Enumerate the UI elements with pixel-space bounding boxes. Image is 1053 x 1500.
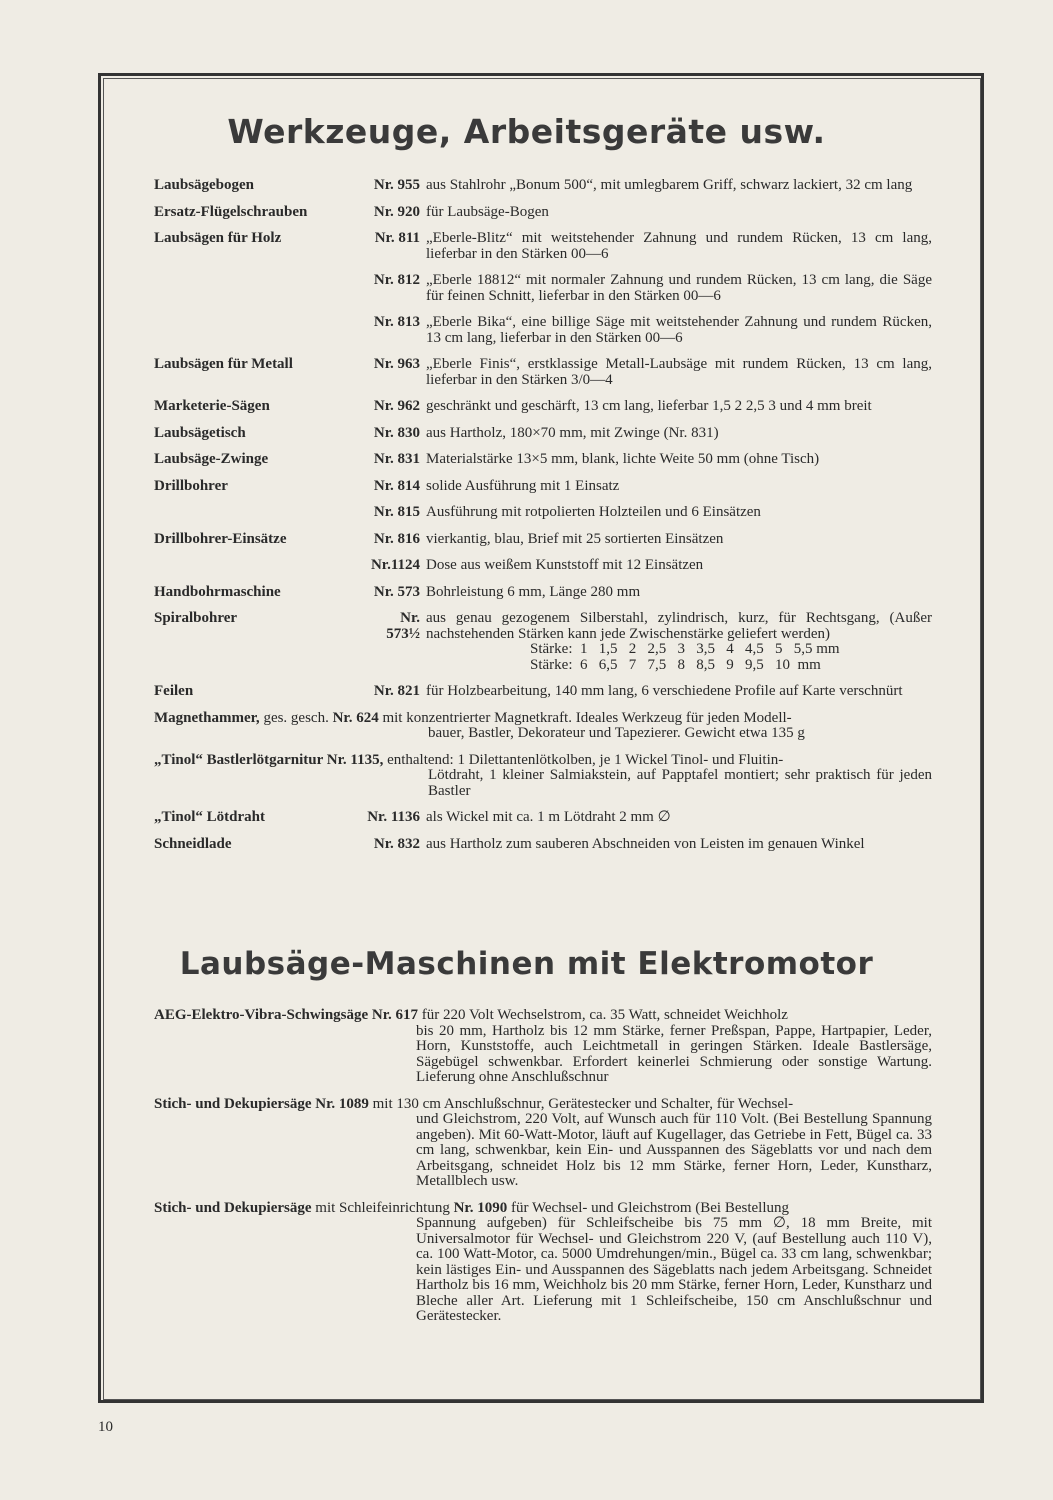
list-item: Drillbohrer-Einsätze Nr. 816 vierkantig, blau, Brief mit 25 sortierten Einsätzen: [154, 530, 724, 547]
list-item: Ersatz-Flügelschrauben Nr. 920 für Laubsäge-Bogen: [154, 203, 549, 220]
machines-list: [154, 1008, 932, 1336]
page-number: 10: [98, 1419, 113, 1435]
list-item: AEG-Elektro-Vibra-Schwingsäge Nr. 617 für 220 Volt Wechselstrom, ca. 35 Watt, schneidet Weichholz bis 20 mm, Hartholz bis 12 mm Stärke, ferner Preßspan, Pappe, Hartpapier, Leder, Horn, Kunststoffe, auch Leichtmetall in geringen Stärken. Ideale Bastlersäge, Sägebügel schwenkbar. Erfordert keinerlei Schmierung oder sonstige Wartung. Lieferung ohne Anschlußschnur: [154, 1007, 932, 1085]
list-item: Schneidlade Nr. 832 aus Hartholz zum sauberen Abschneiden von Leisten im genauen Winkel: [154, 835, 865, 852]
list-item: Laubsägetisch Nr. 830 aus Hartholz, 180×70 mm, mit Zwinge (Nr. 831): [154, 424, 719, 441]
list-item: Handbohrmaschine Nr. 573 Bohrleistung 6 mm, Länge 280 mm: [154, 583, 641, 600]
section-title-machines: Laubsäge-Maschinen mit Elektromotor: [179, 946, 874, 982]
list-item: Feilen Nr. 821 für Holzbearbeitung, 140 mm lang, 6 verschiedene Profile auf Karte verschnürt: [154, 683, 903, 699]
list-item: Marketerie-Sägen Nr. 962 geschränkt und geschärft, 13 cm lang, lieferbar 1,5 2 2,5 3 und 4 mm breit: [154, 398, 872, 414]
section-title-tools: Werkzeuge, Arbeitsgeräte usw.: [227, 112, 826, 151]
list-item: Stich- und Dekupiersäge mit Schleifeinrichtung Nr. 1090 für Wechsel- und Gleichstrom (Bei Bestellung Spannung aufgeben) für Schleifscheibe bis 75 mm ∅, 18 mm Breite, mit Universalmotor für Wechsel- und Gleichstrom 220 V, (auf Bestellung auch 110 V), ca. 100 Watt-Motor, ca. 5000 Umdrehungen/min., Bügel ca. 33 cm lang, schwenkbar; kein lästiges Ein- und Ausspannen des Sägeblatts nach jedem Arbeitsgang. Schneidet Hartholz bis 16 mm, Weichholz bis 20 mm Stärke, ferner Horn, Leder, Kunstharz und Bleche aller Art. Lieferung mit 1 Schleifscheibe, 150 cm Anschlußschnur und Gerätestecker.: [154, 1199, 932, 1324]
list-item-magnethammer: Magnethammer, ges. gesch. Nr. 624 mit konzentrierter Magnetkraft. Ideales Werkzeug für jeden Modell- bauer, Bastler, Dekorateur und Tapezierer. Gewicht etwa 135 g: [154, 709, 805, 741]
list-item: Drillbohrer Nr. 814 solide Ausführung mit 1 Einsatz: [154, 477, 620, 494]
list-item: „Tinol“ Lötdraht Nr. 1136 als Wickel mit ca. 1 m Lötdraht 2 mm ∅: [154, 809, 671, 825]
list-item: Laubsäge-Zwinge Nr. 831 Materialstärke 13×5 mm, blank, lichte Weite 50 mm (ohne Tisch): [154, 451, 820, 467]
list-item: Stich- und Dekupiersäge Nr. 1089 mit 130 cm Anschlußschnur, Gerätestecker und Schalter, für Wechsel- und Gleichstrom, 220 Volt, auf Wunsch auch für 110 Volt. (Bei Bestellung Spannung angeben). Mit 60-Watt-Motor, läuft auf Kugellager, das Getriebe in Fett, Bügel ca. 33 cm lang, schwenkbar, kein Ein- und Ausspannen des Sägeblatts vor und nach dem Arbeitsgang, schneidet Holz bis 12 mm Stärke, ferner Horn, Leder, Kunstharz, Metallblech usw.: [154, 1095, 932, 1189]
list-item-tinol-garnitur: „Tinol“ Bastlerlötgarnitur Nr. 1135, enthaltend: 1 Dilettantenlötkolben, je 1 Wickel Tinol- und Fluitin- Lötdraht, 1 kleiner Salmiakstein, auf Papptafel montiert; sehr praktisch für jeden Bastler: [154, 751, 932, 799]
list-item: Nr. 812 „Eberle 18812“ mit normaler Zahnung und rundem Rücken, 13 cm lang, die Säge für feinen Schnitt, lieferbar in den Stärken 00—6: [373, 272, 932, 304]
list-item: Nr. 813 „Eberle Bika“, eine billige Säge mit weitstehender Zahnung und rundem Rücken, 13 cm lang, lieferbar in den Stärken 00—6: [373, 314, 932, 346]
list-item: Laubsägebogen Nr. 955 aus Stahlrohr „Bonum 500“, mit umlegbarem Griff, schwarz lackiert, 32 cm lang: [154, 177, 913, 193]
list-item: Laubsägen für Holz Nr. 811 „Eberle-Blitz“ mit weitstehender Zahnung und rundem Rücken, 13 cm lang, lieferbar in den Stärken 00—6: [154, 230, 932, 262]
staerke-line: Stärke: 1 1,5 2 2,5 3 3,5 4 4,5 5 5,5 mm: [530, 641, 840, 657]
tools-list: [154, 178, 932, 863]
list-item: Spiralbohrer Nr. 573½ aus genau gezogenem Silberstahl, zylindrisch, kurz, für Rechtsgang, (Außer nachstehenden Stärken kann jede Zwischenstärke geliefert werden) Stärke: 1 1,5 2 2,5 3 3,5 4 4,5 5 5,5 mm Stärke: 6 6,5 7 7,5 8 8,5 9 9,5 10 mm: [154, 610, 932, 673]
list-item: Nr.1124 Dose aus weißem Kunststoff mit 12 Einsätzen: [370, 557, 704, 573]
staerke-line: Stärke: 6 6,5 7 7,5 8 8,5 9 9,5 10 mm: [530, 656, 821, 673]
list-item: Nr. 815 Ausführung mit rotpolierten Holzteilen und 6 Einsätzen: [373, 504, 761, 520]
list-item: Laubsägen für Metall Nr. 963 „Eberle Finis“, erstklassige Metall-Laubsäge mit rundem Rücken, 13 cm lang, lieferbar in den Stärken 3/0—4: [154, 356, 932, 388]
